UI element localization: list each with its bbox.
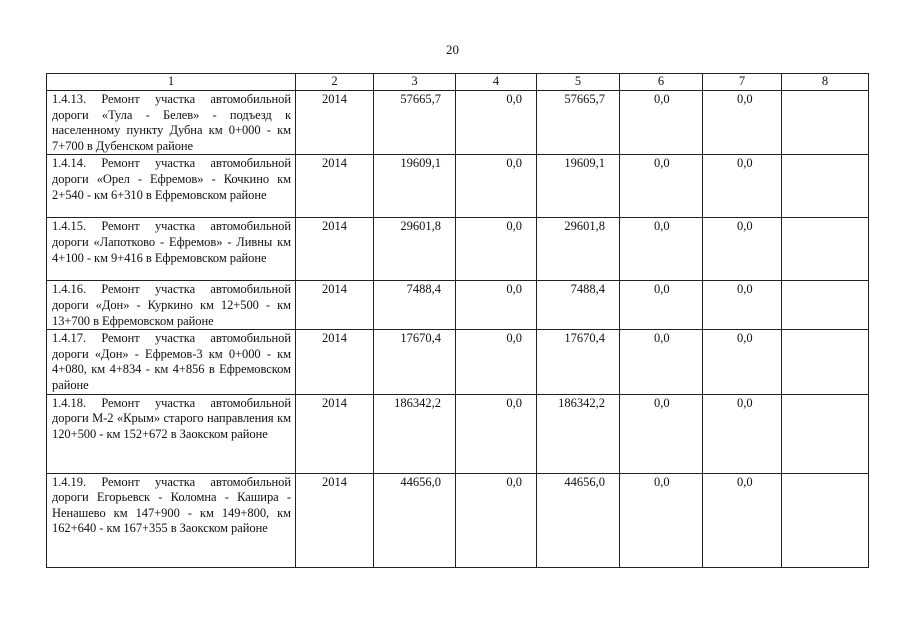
row-description: 1.4.18. Ремонт участка автомобильной дороги М-2 «Крым» старого направления км 120+500 - км 152+672 в Заокском районе (47, 394, 296, 473)
row-col6-value: 0,0 (620, 91, 703, 155)
row-col8-value (782, 155, 869, 218)
row-description: 1.4.13. Ремонт участка автомобильной дороги «Тула - Белев» - подъезд к населенному пункту Дубна км 0+000 - км 7+700 в Дубенском районе (47, 91, 296, 155)
row-col7-value: 0,0 (703, 330, 782, 394)
program-table (46, 73, 869, 568)
table-row (47, 155, 869, 218)
row-description: 1.4.16. Ремонт участка автомобильной дороги «Дон» - Куркино км 12+500 - км 13+700 в Ефремовском районе (47, 281, 296, 330)
row-year: 2014 (296, 394, 374, 473)
row-col8-value (782, 91, 869, 155)
header-col-1: 1 (47, 74, 296, 91)
row-col3-value: 19609,1 (374, 155, 456, 218)
row-col4-value: 0,0 (456, 91, 537, 155)
row-col6-value: 0,0 (620, 281, 703, 330)
row-year: 2014 (296, 281, 374, 330)
header-col-5: 5 (537, 74, 620, 91)
row-col7-value: 0,0 (703, 91, 782, 155)
header-row (47, 74, 869, 91)
row-col4-value: 0,0 (456, 155, 537, 218)
row-col8-value (782, 281, 869, 330)
header-col-4: 4 (456, 74, 537, 91)
header-col-2: 2 (296, 74, 374, 91)
table-row (47, 218, 869, 281)
row-col6-value: 0,0 (620, 218, 703, 281)
row-col6-value: 0,0 (620, 155, 703, 218)
header-col-8: 8 (782, 74, 869, 91)
row-col4-value: 0,0 (456, 281, 537, 330)
row-col8-value (782, 218, 869, 281)
row-col8-value (782, 473, 869, 567)
row-year: 2014 (296, 218, 374, 281)
row-year: 2014 (296, 91, 374, 155)
table-row (47, 281, 869, 330)
row-year: 2014 (296, 155, 374, 218)
table-row (47, 473, 869, 567)
row-col4-value: 0,0 (456, 394, 537, 473)
row-col7-value: 0,0 (703, 155, 782, 218)
row-description: 1.4.14. Ремонт участка автомобильной дороги «Орел - Ефремов» - Кочкино км 2+540 - км 6+310 в Ефремовском районе (47, 155, 296, 218)
row-col3-value: 29601,8 (374, 218, 456, 281)
table-row (47, 330, 869, 394)
row-col4-value: 0,0 (456, 218, 537, 281)
page-number: 20 (446, 42, 459, 57)
row-col3-value: 57665,7 (374, 91, 456, 155)
table-row (47, 91, 869, 155)
header-col-7: 7 (703, 74, 782, 91)
row-col5-value: 29601,8 (537, 218, 620, 281)
row-col8-value (782, 394, 869, 473)
row-description: 1.4.19. Ремонт участка автомобильной дороги Егорьевск - Коломна - Кашира - Ненашево км 147+900 - км 149+800, км 162+640 - км 167+355 в Заокском районе (47, 473, 296, 567)
row-col3-value: 17670,4 (374, 330, 456, 394)
row-col6-value: 0,0 (620, 473, 703, 567)
row-col4-value: 0,0 (456, 473, 537, 567)
row-col5-value: 57665,7 (537, 91, 620, 155)
row-col7-value: 0,0 (703, 218, 782, 281)
row-year: 2014 (296, 330, 374, 394)
row-col5-value: 7488,4 (537, 281, 620, 330)
header-col-6: 6 (620, 74, 703, 91)
row-col7-value: 0,0 (703, 473, 782, 567)
row-col3-value: 7488,4 (374, 281, 456, 330)
row-col5-value: 17670,4 (537, 330, 620, 394)
row-year: 2014 (296, 473, 374, 567)
row-col3-value: 186342,2 (374, 394, 456, 473)
header-col-3: 3 (374, 74, 456, 91)
row-col6-value: 0,0 (620, 394, 703, 473)
row-description: 1.4.17. Ремонт участка автомобильной дороги «Дон» - Ефремов-3 км 0+000 - км 4+080, км 4+834 - км 4+856 в Ефремовском районе (47, 330, 296, 394)
row-col5-value: 186342,2 (537, 394, 620, 473)
row-col4-value: 0,0 (456, 330, 537, 394)
row-col5-value: 19609,1 (537, 155, 620, 218)
table-row (47, 394, 869, 473)
row-col7-value: 0,0 (703, 281, 782, 330)
row-description: 1.4.15. Ремонт участка автомобильной дороги «Лапотково - Ефремов» - Ливны км 4+100 - км 9+416 в Ефремовском районе (47, 218, 296, 281)
row-col5-value: 44656,0 (537, 473, 620, 567)
row-col6-value: 0,0 (620, 330, 703, 394)
row-col7-value: 0,0 (703, 394, 782, 473)
row-col8-value (782, 330, 869, 394)
row-col3-value: 44656,0 (374, 473, 456, 567)
